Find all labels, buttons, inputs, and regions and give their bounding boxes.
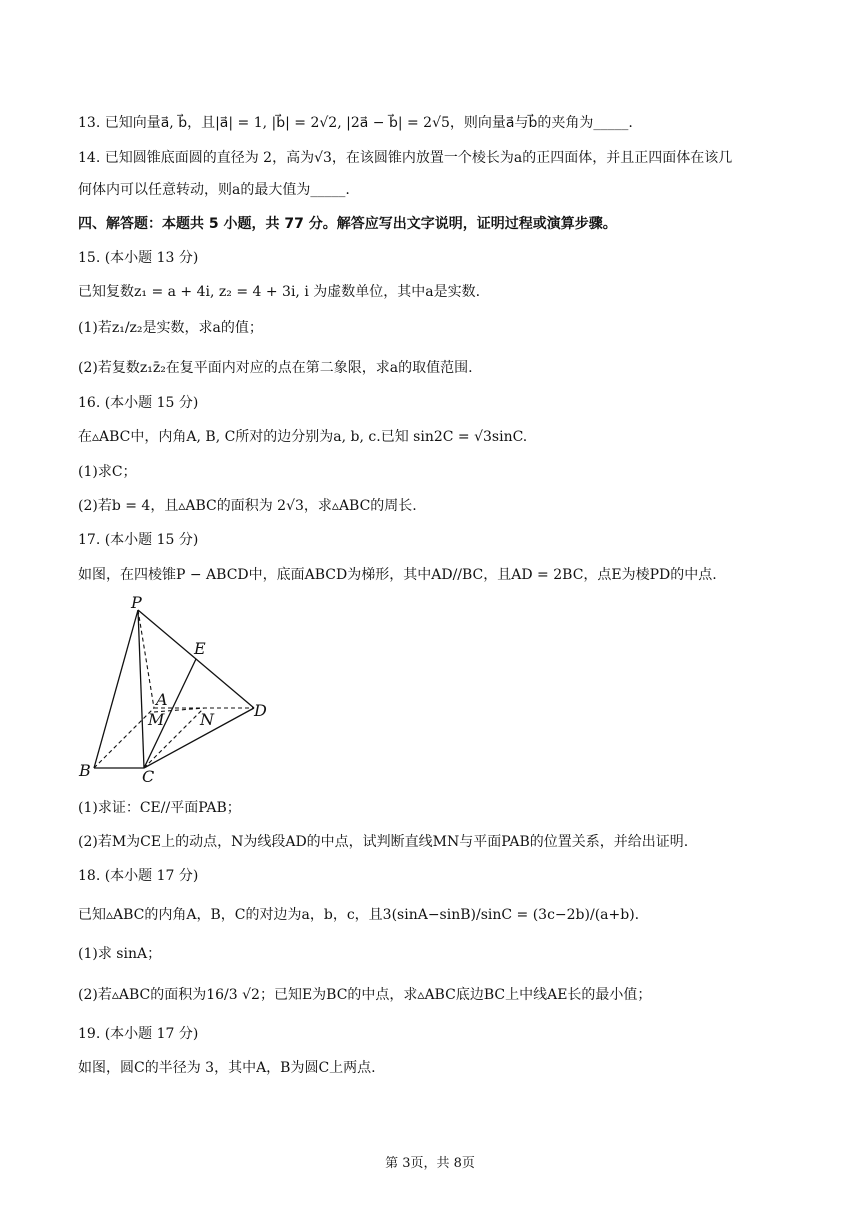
question-17-stem: 如图，在四棱锥P − ABCD中，底面ABCD为梯形，其中AD//BC，且AD = 2BC，点E为棱PD的中点.	[78, 567, 717, 583]
label-b: B	[79, 761, 91, 780]
question-14-line-1: 14. 已知圆锥底面圆的直径为 2，高为√3，在该圆锥内放置一个棱长为a的正四面体，并且正四面体在该几	[78, 150, 733, 166]
question-15-part-1: (1)若z₁/z₂是实数，求a的值；	[78, 320, 263, 336]
question-13: 13. 已知向量a⃗, b⃗，且|a⃗| = 1, |b⃗| = 2√2, |2a⃗ − b⃗| = 2√5，则向量a⃗与b⃗的夹角为_____.	[78, 115, 633, 131]
label-a: A	[156, 690, 168, 709]
pyramid-diagram	[76, 592, 276, 784]
label-m: M	[148, 710, 165, 729]
question-16-part-2: (2)若b = 4，且▵ABC的面积为 2√3，求▵ABC的周长.	[78, 498, 417, 514]
question-16-stem: 在▵ABC中，内角A, B, C所对的边分别为a, b, c.已知 sin2C = √3sinC.	[78, 429, 528, 445]
pyramid-figure	[76, 592, 276, 784]
question-14-line-2: 何体内可以任意转动，则a的最大值为_____.	[78, 182, 350, 198]
question-15-header: 15. (本小题 13 分)	[78, 250, 199, 266]
label-p: P	[131, 593, 142, 612]
question-17-part-2: (2)若M为CE上的动点，N为线段AD的中点，试判断直线MN与平面PAB的位置关系，并给出证明.	[78, 834, 689, 850]
label-c: C	[142, 767, 155, 784]
question-18-part-2: (2)若▵ABC的面积为16/3 √2；已知E为BC的中点，求▵ABC底边BC上中线AE长的最小值；	[78, 987, 652, 1003]
label-n: N	[200, 710, 214, 729]
label-e: E	[194, 639, 206, 658]
question-16-part-1: (1)求C；	[78, 464, 137, 480]
page-footer: 第 3页，共 8页	[385, 1156, 475, 1171]
question-19-stem: 如图，圆C的半径为 3，其中A，B为圆C上两点.	[78, 1060, 376, 1076]
question-17-header: 17. (本小题 15 分)	[78, 532, 199, 548]
question-17-part-1: (1)求证：CE//平面PAB；	[78, 800, 241, 816]
question-18-stem: 已知▵ABC的内角A，B，C的对边为a，b，c，且3(sinA−sinB)/sinC = (3c−2b)/(a+b).	[78, 907, 640, 923]
question-15-stem: 已知复数z₁ = a + 4i, z₂ = 4 + 3i, i 为虚数单位，其中a是实数.	[78, 284, 481, 300]
question-15-part-2: (2)若复数z₁z̄₂在复平面内对应的点在第二象限，求a的取值范围.	[78, 360, 473, 376]
section-heading: 四、解答题：本题共 5 小题，共 77 分。解答应写出文字说明，证明过程或演算步骤。	[78, 216, 617, 232]
label-d: D	[254, 701, 267, 720]
question-19-header: 19. (本小题 17 分)	[78, 1026, 199, 1042]
question-18-header: 18. (本小题 17 分)	[78, 868, 199, 884]
question-16-header: 16. (本小题 15 分)	[78, 395, 199, 411]
question-18-part-1: (1)求 sinA；	[78, 946, 162, 962]
